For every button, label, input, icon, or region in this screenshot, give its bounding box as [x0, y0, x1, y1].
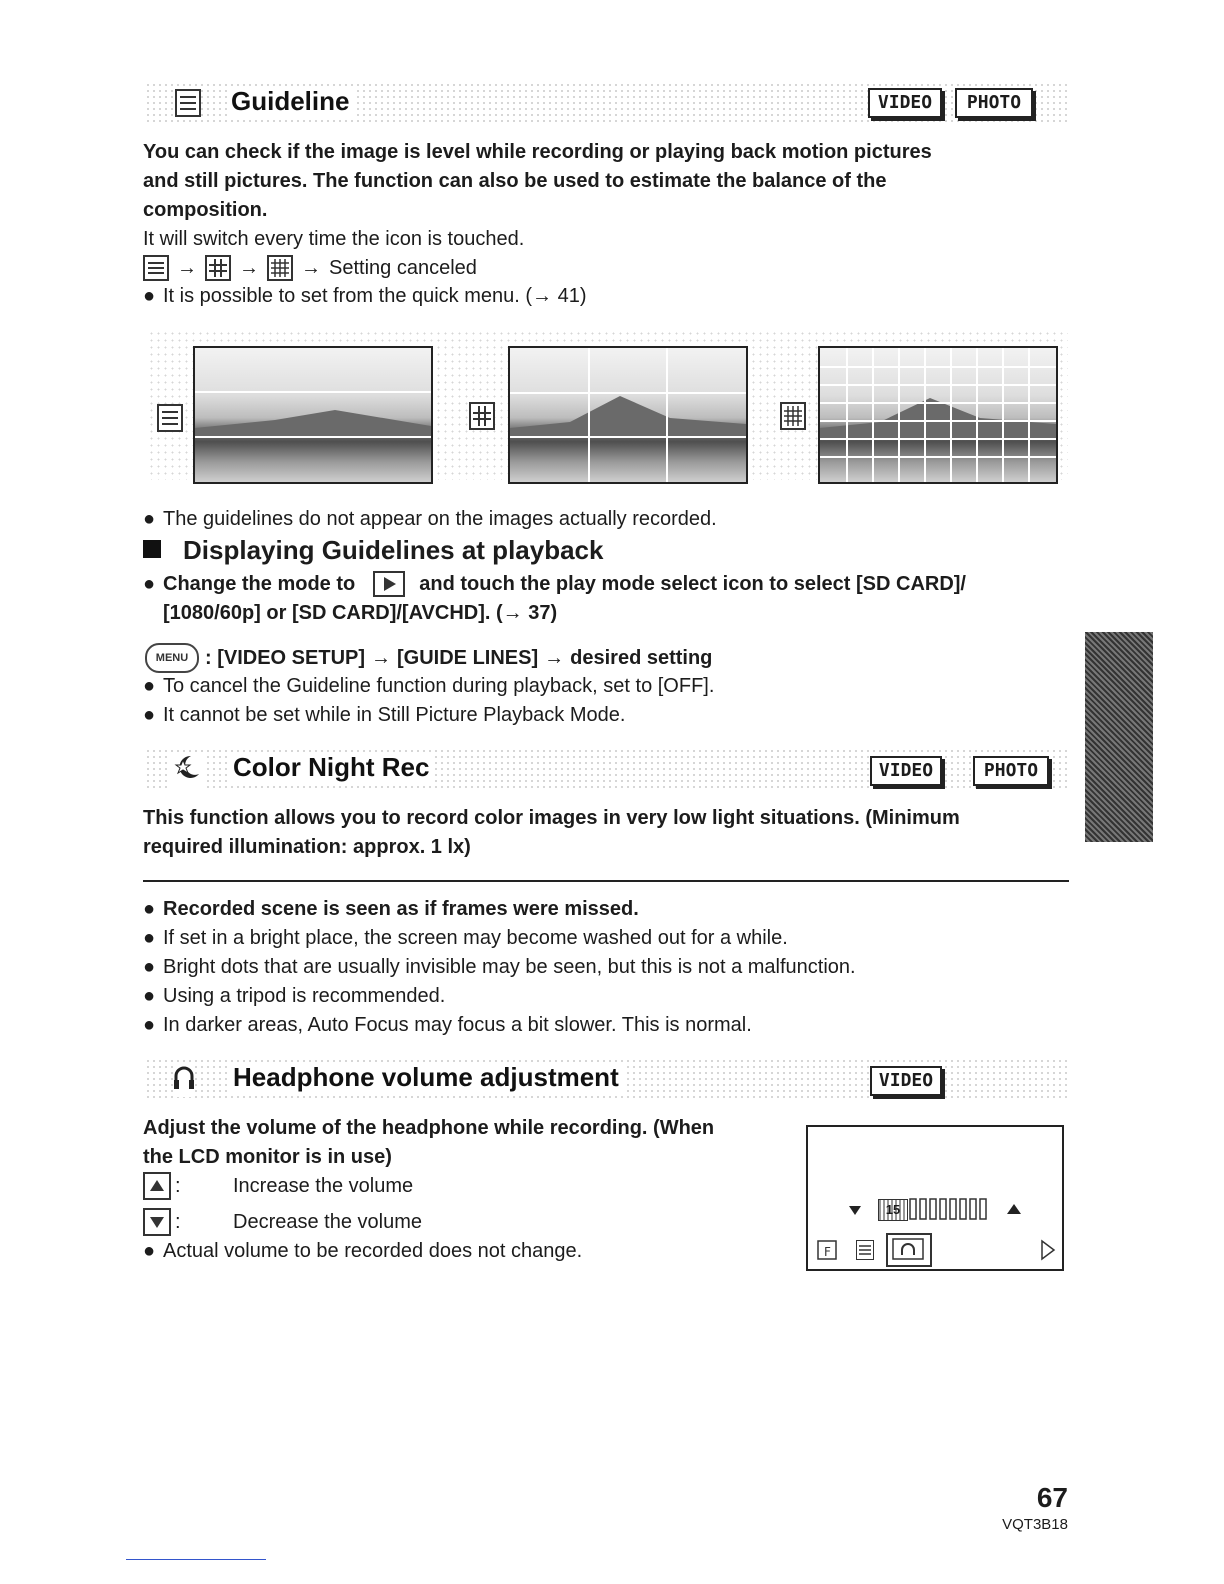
not-recorded-note-text: The guidelines do not appear on the images actually recorded. [163, 508, 717, 530]
menu-path [145, 643, 712, 673]
guide-line [510, 436, 746, 438]
headphone-icon [886, 1233, 932, 1267]
playback-heading [143, 534, 603, 566]
lines-icon [157, 404, 183, 432]
video-tag: VIDEO [870, 756, 942, 786]
guide-line [588, 348, 590, 482]
volume-up-icon [1006, 1202, 1022, 1220]
quick-menu-note: ● It is possible to set from the quick menu. (→ 41) [143, 285, 587, 307]
quick-menu-note-text: It is possible to set from the quick menu. (→ 41) [163, 285, 587, 307]
arrow-icon: → [371, 647, 392, 669]
cross-grid-icon [469, 402, 495, 430]
playback-note-2-text: It cannot be set while in Still Picture Playback Mode. [163, 704, 626, 726]
video-tag: VIDEO [870, 1066, 942, 1096]
volume-level: 15 [878, 1199, 908, 1221]
headphone-desc-line2: the LCD monitor is in use) [143, 1146, 392, 1168]
playback-note-1-text: To cancel the Guideline function during playback, set to [OFF]. [163, 675, 715, 697]
arrow-icon: → [177, 257, 197, 279]
decrease-row: : Decrease the volume [143, 1208, 422, 1236]
color-night-desc-line2: required illumination: approx. 1 lx) [143, 836, 471, 858]
guideline-header [145, 82, 1070, 122]
guide-line [666, 348, 668, 482]
arrow-icon: → [239, 257, 259, 279]
volume-down-icon [848, 1203, 862, 1221]
color-night-note-text: Bright dots that are usually invisible may be seen, but this is not a malfunction. [163, 956, 856, 978]
menu-icon: MENU [145, 643, 199, 673]
playback-heading-text: Displaying Guidelines at playback [183, 535, 604, 565]
volume-bars [908, 1197, 990, 1221]
square-bullet-icon [143, 540, 161, 558]
increase-label: Increase the volume [233, 1175, 414, 1197]
guideline-sequence [143, 254, 477, 282]
preview-cross-grid [508, 346, 748, 484]
play-mode-icon [373, 571, 405, 597]
playback-step-line1: ● Change the mode to and touch the play mode select icon to select [SD CARD]/ [143, 570, 966, 598]
doc-code: VQT3B18 [1002, 1516, 1068, 1533]
svg-text:F: F [824, 1245, 831, 1259]
quick-menu-icon [816, 1237, 842, 1268]
color-night-note: ● Recorded scene is seen as if frames were missed. [143, 898, 639, 920]
menu-path-a: : [VIDEO SETUP] [205, 647, 366, 669]
color-night-note: ● Bright dots that are usually invisible may be seen, but this is not a malfunction. [143, 956, 856, 978]
fine-grid-icon [780, 402, 806, 430]
volume-up-icon [143, 1172, 171, 1200]
photo-tag: PHOTO [955, 88, 1033, 118]
playback-step-line2: [1080/60p] or [SD CARD]/[AVCHD]. (→ 37) [163, 602, 558, 624]
playback-step-text-a: Change the mode to [163, 573, 356, 595]
menu-path-c: desired setting [570, 647, 713, 669]
guide-line [510, 392, 746, 394]
fine-grid-icon [267, 255, 293, 281]
playback-note-2: ● It cannot be set while in Still Picture Playback Mode. [143, 704, 626, 726]
not-recorded-note: ● The guidelines do not appear on the images actually recorded. [143, 508, 717, 530]
night-moon-icon [171, 752, 203, 788]
headphone-desc-line1: Adjust the volume of the headphone while recording. (When [143, 1117, 715, 1139]
increase-row: : Increase the volume [143, 1172, 413, 1200]
photo-tag: PHOTO [973, 756, 1049, 786]
lcd-screen [806, 1125, 1064, 1271]
color-night-title: Color Night Rec [229, 752, 433, 783]
color-night-note: ● In darker areas, Auto Focus may focus a bit slower. This is normal. [143, 1014, 752, 1036]
guideline-icon [856, 1240, 874, 1260]
guide-line [195, 436, 431, 438]
chapter-side-tab [1085, 632, 1153, 842]
color-night-desc-line1: This function allows you to record color images in very low light situations. (Minimum [143, 807, 960, 829]
arrow-icon: → [301, 257, 321, 279]
color-night-note-text: Using a tripod is recommended. [163, 985, 446, 1007]
guideline-intro-line1: You can check if the image is level while recording or playing back motion pictures [143, 141, 932, 163]
color-night-note-text: Recorded scene is seen as if frames were missed. [163, 898, 639, 920]
color-night-note-text: If set in a bright place, the screen may become washed out for a while. [163, 927, 788, 949]
headphone-header [145, 1058, 1070, 1098]
arrow-icon: → [544, 647, 565, 669]
color-night-note: ● If set in a bright place, the screen may become washed out for a while. [143, 927, 788, 949]
menu-path-b: [GUIDE LINES] [397, 647, 539, 669]
playback-step-text-b: and touch the play mode select icon to select [SD CARD]/ [419, 573, 966, 595]
preview-lines [193, 346, 433, 484]
switch-text: It will switch every time the icon is touched. [143, 228, 525, 250]
guideline-intro-line2: and still pictures. The function can also be used to estimate the balance of the [143, 170, 887, 192]
decrease-label: Decrease the volume [233, 1211, 422, 1233]
playback-note-1: ● To cancel the Guideline function during playback, set to [OFF]. [143, 675, 715, 697]
guideline-icon [175, 89, 201, 117]
color-night-note-text: In darker areas, Auto Focus may focus a bit slower. This is normal. [163, 1014, 752, 1036]
guideline-intro-line3: composition. [143, 199, 268, 221]
headphone-note: ● Actual volume to be recorded does not change. [143, 1240, 583, 1262]
color-night-header [145, 748, 1070, 788]
preview-fine-grid [818, 346, 1058, 484]
footer-link-line [126, 1559, 266, 1560]
lines-icon [143, 255, 169, 281]
play-arrow-icon [1040, 1239, 1056, 1266]
guide-line [195, 391, 431, 393]
headphone-icon [173, 1064, 195, 1097]
section-divider [143, 880, 1069, 882]
headphone-title: Headphone volume adjustment [229, 1062, 623, 1093]
volume-down-icon [143, 1208, 171, 1236]
video-tag: VIDEO [868, 88, 942, 118]
cross-grid-icon [205, 255, 231, 281]
sequence-end-text: Setting canceled [329, 257, 477, 279]
guideline-title: Guideline [227, 86, 353, 117]
page-number: 67 [1036, 1482, 1068, 1513]
headphone-note-text: Actual volume to be recorded does not change. [163, 1240, 583, 1262]
color-night-note: ● Using a tripod is recommended. [143, 985, 446, 1007]
